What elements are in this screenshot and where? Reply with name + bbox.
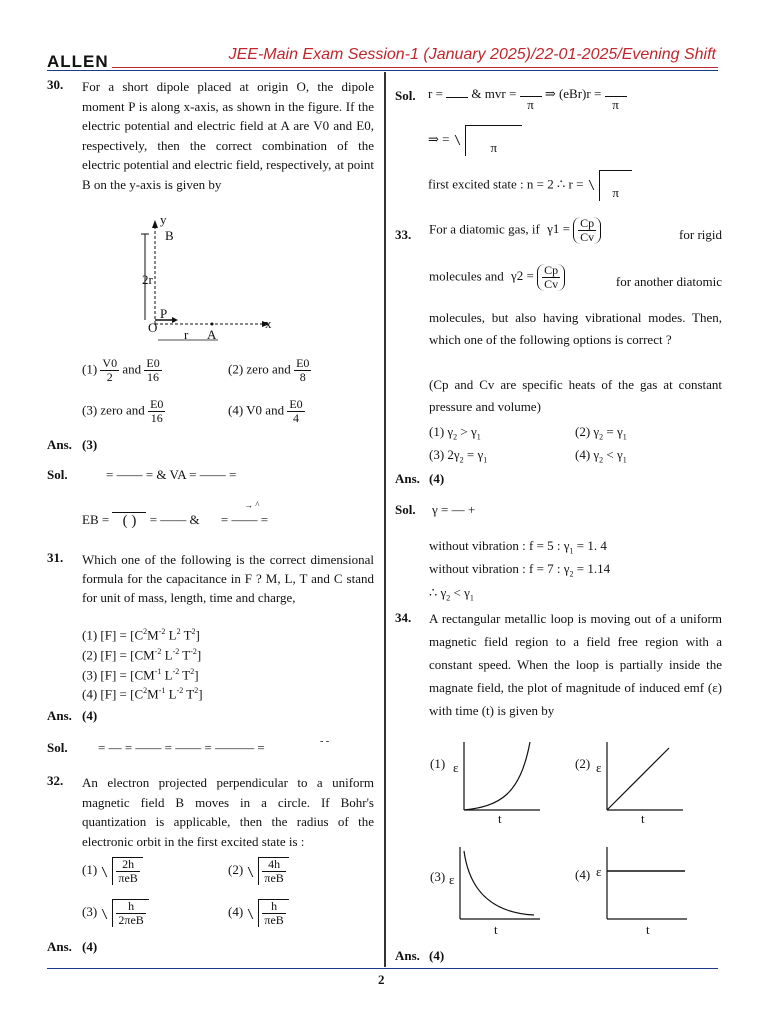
q32-option-3[interactable]: (3) $\frac{h}{\text{2πeB}}$ — [82, 899, 149, 927]
q33-line1: For a diatomic gas, if γ1 = $\frac{Cp}{Cv}$ for rigid — [429, 216, 722, 244]
q34-answer: (4) — [429, 948, 445, 963]
q34-option-2-label[interactable]: (2) — [575, 756, 591, 771]
q30-sol-label: Sol. — [47, 467, 68, 482]
q33-number: 33. — [395, 227, 412, 242]
fig-2r-label: 2r — [142, 272, 153, 287]
q32-option-2[interactable]: (2) $\frac{4h}{\text{πeB}}$ — [228, 857, 289, 885]
and-text: and — [122, 361, 142, 377]
fraction: $\frac{E0}{8}$ — [296, 356, 310, 384]
q30-number: 30. — [47, 77, 64, 92]
q30-option-3[interactable] — [82, 398, 165, 425]
q30-option-1[interactable] — [82, 357, 162, 384]
q33-option-3[interactable]: (3) $2\gamma_2 = \gamma_1$ — [429, 447, 488, 465]
q33-line2: molecules and γ2 = $\frac{Cp}{Cv}$ for another diatomic — [429, 263, 722, 291]
q32-sol-line1: r = & mvr = π ⇒ (eBr)r = π — [428, 86, 627, 113]
header-rule — [112, 67, 718, 68]
q34-number: 34. — [395, 610, 412, 625]
option-label: (4) V0 and — [228, 402, 285, 418]
q30-sol-line1: = —— = & VA = —— = — [106, 467, 237, 482]
fig-r-label: r — [184, 327, 189, 342]
footer-rule — [47, 968, 718, 969]
q31-sol-tail: - - — [320, 736, 330, 747]
q33-option-1[interactable]: (1) $\gamma_2 > \gamma_1$ — [429, 424, 481, 442]
graph1-y-label: ε — [453, 760, 459, 775]
q32-sol-label: Sol. — [395, 88, 416, 103]
q32-option-1[interactable]: (1) $\frac{2h}{\text{πeB}}$ — [82, 857, 143, 885]
q32-option-4[interactable]: (4) $\frac{h}{\text{πeB}}$ — [228, 899, 289, 927]
header-rule-blue — [47, 70, 718, 71]
q31-option-2[interactable]: (2) $[F] = [CM^{-2}$ $L^{-2}$ $T^{-2}$] — [82, 647, 202, 663]
q32-text: An electron projected perpendicular to a uniform magnetic field B moves in a circle. If Bohr's quantization is applicable, then the radius of the electronic orbit in the first excited state is : — [82, 775, 374, 849]
q33-answer: (4) — [429, 471, 445, 486]
q34-text: A rectangular metallic loop is moving out of a uniform magnetic field region to a field free region with a constant speed. When the loop is partially inside the magnate field, the plot of magnitude of induced emf (ε) with time (t) is given by — [429, 611, 722, 718]
fraction: $\frac{E0}{16}$ — [150, 397, 164, 425]
exam-title: JEE-Main Exam Session-1 (January 2025)/22-01-2025/Evening Shift — [228, 46, 716, 63]
q33-option-4[interactable]: (4) $\gamma_2 < \gamma_1$ — [575, 447, 627, 465]
q32-ans-label: Ans. — [47, 939, 72, 954]
q30-option-4[interactable] — [228, 398, 305, 425]
q31-option-4[interactable]: (4) $[F] = [C^2M^{-1}$ $L^{-2}$ $T^2$] — [82, 686, 203, 702]
q33-note: (Cp and Cv are specific heats of the gas at constant pressure and volume) — [429, 377, 722, 414]
graph4-y-label: ε — [596, 864, 602, 879]
q31-number: 31. — [47, 550, 64, 565]
graph2-y-label: ε — [596, 760, 602, 775]
fig-x-label: x — [265, 316, 272, 331]
column-divider — [384, 72, 386, 967]
allen-logo: ALLEN — [47, 52, 109, 71]
q33-text: molecules, but also having vibrational modes. Then, which one of the following options is correct ? — [429, 310, 722, 347]
graph2-x-label: t — [641, 811, 645, 826]
q33-option-2[interactable]: (2) $\gamma_2 = \gamma_1$ — [575, 424, 627, 442]
q30-sol-line2: EB = ( ) = —— & = —— = — [82, 512, 269, 530]
q31-answer: (4) — [82, 708, 98, 723]
graph2-linear-rise[interactable] — [603, 740, 683, 812]
fraction: $\frac{E0}{16}$ — [146, 356, 160, 384]
q33-ans-label: Ans. — [395, 471, 420, 486]
fraction: $\frac{V0}{2}$ — [102, 356, 118, 384]
graph3-x-label: t — [494, 922, 498, 937]
q32-number: 32. — [47, 773, 64, 788]
graph4-x-label: t — [646, 922, 650, 937]
q32-answer: (4) — [82, 939, 98, 954]
q31-option-3[interactable]: (3) $[F] = [CM^{-1}$ $L^{-2}$ $T^2$] — [82, 667, 199, 683]
q34-option-4-label[interactable]: (4) — [575, 867, 591, 882]
vector-hat-mark: → ^ — [244, 500, 260, 510]
option-label: (1) — [82, 361, 98, 377]
q30-answer: (3) — [82, 437, 98, 452]
q32-sol-line3: first excited state : n = 2 ∴ r = π — [428, 170, 632, 201]
q34-option-1-label[interactable]: (1) — [430, 756, 446, 771]
q30-option-2[interactable] — [228, 357, 311, 384]
q31-ans-label: Ans. — [47, 708, 72, 723]
q34-ans-label: Ans. — [395, 948, 420, 963]
q32-sol-line2: ⇒ = π — [428, 125, 522, 156]
q31-sol-label: Sol. — [47, 740, 68, 755]
page-number: 2 — [378, 972, 385, 987]
fraction: $\frac{E0}{4}$ — [289, 397, 303, 425]
option-label: (2) zero and — [228, 361, 291, 377]
q33-sol-label: Sol. — [395, 502, 416, 517]
q33-sol-line3: without vibration : f = 7 : $\gamma_2 = 1.14$ — [429, 561, 611, 579]
graph3-exponential-decay[interactable] — [456, 845, 540, 921]
q30-ans-label: Ans. — [47, 437, 72, 452]
option-label: (3) zero and — [82, 402, 145, 418]
fig-a-label: A — [207, 327, 217, 342]
graph3-y-label: ε — [449, 872, 455, 887]
fig-p-label: P — [160, 306, 168, 321]
graph4-constant[interactable] — [603, 845, 687, 921]
q33-sol-line4: ∴ $\gamma_2 < \gamma_1$ — [429, 585, 474, 603]
fig-y-label: y — [160, 212, 167, 227]
fig-o-label: O — [148, 320, 158, 335]
q31-text: Which one of the following is the correct dimensional formula for the capacitance in F ? M, L, T and C stand for unit of mass, length, time and charge, — [82, 552, 374, 605]
q30-text: For a short dipole placed at origin O, the dipole moment P is along x-axis, as shown in the figure. If the electric potential and electric field at A are V0 and E0, respectively, then the correct combination of the electric potential and electric field, respectively, at point B on the y-axis is given by — [82, 79, 374, 192]
fig-b-label: B — [165, 228, 174, 243]
graph1-x-label: t — [498, 811, 502, 826]
graph1-exponential-rise[interactable] — [460, 740, 540, 812]
q31-option-1[interactable]: (1) $[F] = [C^2M^{-2}$ $L^2$ $T^2$] — [82, 627, 200, 643]
q31-sol-line: = — = —— = —— = ——— = — [98, 740, 265, 755]
q34-option-3-label[interactable]: (3) — [430, 869, 446, 884]
q33-sol-line2: without vibration : f = 5 : $\gamma_1 = 1$. 4 — [429, 538, 607, 556]
q33-sol-line1: γ = — + — [432, 502, 476, 517]
